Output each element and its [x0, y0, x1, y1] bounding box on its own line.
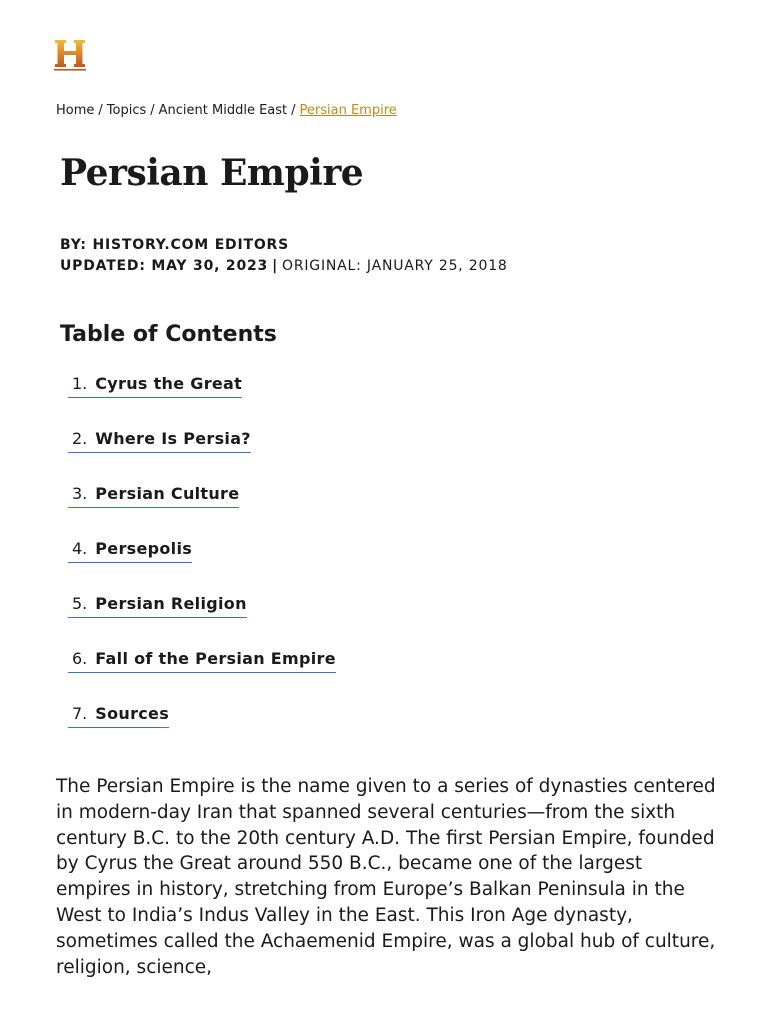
toc-item: [68, 429, 336, 484]
toc-number: 4.: [72, 539, 88, 558]
toc-link-fall-of-the-persian-empire[interactable]: [68, 649, 336, 673]
breadcrumb-home-link[interactable]: Home: [56, 103, 95, 118]
toc-link-cyrus-the-great[interactable]: [68, 374, 242, 398]
original-date: ORIGINAL: JANUARY 25, 2018: [282, 258, 508, 274]
toc-label: Sources: [95, 704, 170, 723]
toc-item: [68, 374, 336, 429]
toc-label: Fall of the Persian Empire: [95, 649, 336, 668]
toc-link-sources[interactable]: [68, 704, 169, 728]
toc-number: 3.: [72, 484, 88, 503]
toc-item: [68, 649, 336, 704]
breadcrumb-ancient-middle-east-link[interactable]: Ancient Middle East: [158, 103, 288, 118]
toc-label: Persian Culture: [95, 484, 240, 503]
toc-item: [68, 484, 336, 539]
article-dates: [60, 258, 508, 274]
toc-item: [68, 539, 336, 594]
article-byline: BY: HISTORY.COM EDITORS: [60, 237, 290, 253]
breadcrumb-current-link[interactable]: Persian Empire: [299, 103, 397, 118]
toc-label: Cyrus the Great: [95, 374, 243, 393]
breadcrumb-separator: /: [291, 103, 296, 118]
history-h-logo-icon[interactable]: [54, 38, 86, 72]
breadcrumb-topics-link[interactable]: Topics: [106, 103, 147, 118]
toc-number: 1.: [72, 374, 88, 393]
toc-number: 7.: [72, 704, 88, 723]
date-separator: |: [272, 258, 279, 274]
toc-number: 5.: [72, 594, 88, 613]
breadcrumb-separator: /: [98, 103, 103, 118]
toc-label: Persian Religion: [95, 594, 247, 613]
toc-link-persian-religion[interactable]: [68, 594, 247, 618]
breadcrumb: [56, 103, 397, 118]
toc-number: 2.: [72, 429, 88, 448]
updated-date: UPDATED: MAY 30, 2023: [60, 258, 269, 274]
breadcrumb-separator: /: [150, 103, 155, 118]
toc-link-where-is-persia[interactable]: [68, 429, 251, 453]
toc-number: 6.: [72, 649, 88, 668]
article-intro-paragraph: The Persian Empire is the name given to a series of dynasties centered in modern-day Iran that spanned several centuries—from the sixth century B.C. to the 20th century A.D. The first Persian Empire, founded by Cyrus the Great around 550 B.C., became one of the largest empires in history, stretching from Europe’s Balkan Peninsula in the West to India’s Indus Valley in the East. This Iron Age dynasty, sometimes called the Achaemenid Empire, was a global hub of culture, religion, science,: [56, 776, 716, 978]
toc-list: [68, 374, 336, 759]
page-title: Persian Empire: [60, 152, 364, 194]
toc-item: [68, 704, 336, 759]
toc-label: Persepolis: [95, 539, 193, 558]
toc-label: Where Is Persia?: [95, 429, 251, 448]
toc-link-persepolis[interactable]: [68, 539, 192, 563]
toc-heading: Table of Contents: [60, 322, 277, 347]
toc-link-persian-culture[interactable]: [68, 484, 239, 508]
toc-item: [68, 594, 336, 649]
